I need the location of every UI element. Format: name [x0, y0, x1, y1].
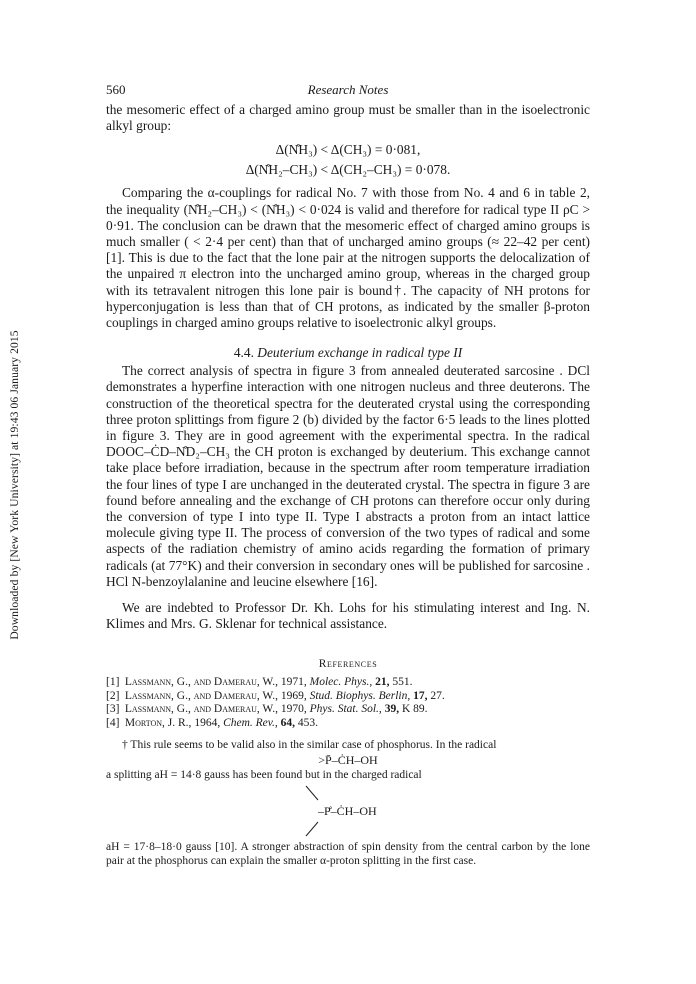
section-number: 4.4. [233, 345, 254, 361]
reference-pages: 27. [430, 689, 445, 702]
paragraph-alpha-couplings: Comparing the α-couplings for radical No. 7 with those from No. 4 and 6 in table 2, the inequality (N̊H₂–CH₃) < (N̊H₃) < 0·024 is valid and therefore for radical type II ρC > 0·91. The conclusion can be drawn that the mesomeric effect of charged amino groups is much smaller ( < 2·4 per cent) than that of uncharged amino groups (≈ 22–42 per cent) [1]. This is due to the fact that the lone pair at the nitrogen supports the delocalization of the unpaired π electron into the uncharged amino group, whereas in the charged group with its tetravalent nitrogen this lone pair is bound†. The capacity of NH protons for hyperconjugation is less than that of CH protons, as indicated by the smaller β-proton couplings in charged amino groups relative to isoelectronic alkyl groups. [106, 185, 590, 331]
footnote-formula-1: >P̄–ĊH–OH [318, 753, 378, 768]
reference-item [106, 676, 590, 690]
intro-text: the mesomeric effect of a charged amino group must be smaller than in the isoelectronic alkyl group: [106, 102, 590, 134]
page-body [106, 82, 590, 868]
reference-label: [1] [106, 676, 120, 689]
equation-2: Δ(N̊H₂–CH₃) < Δ(CH₂–CH₃) = 0·078. [245, 162, 451, 178]
paragraph-acknowledgements: We are indebted to Professor Dr. Kh. Lohs for his stimulating interest and Ing. N. Klimes and Mrs. G. Sklenar for technical assistance. [106, 600, 590, 632]
reference-journal: Stud. Biophys. Berlin, [309, 689, 411, 702]
equation-1: Δ(N̊H₃) < Δ(CH₃) = 0·081, [275, 142, 421, 158]
reference-year: 1970, [280, 703, 307, 716]
reference-item [106, 690, 590, 704]
reference-journal: Chem. Rev., [223, 716, 278, 729]
reference-volume: 39, [384, 703, 400, 716]
reference-pages: 551. [392, 676, 413, 689]
reference-authors: Lassmann, G., and Damerau, W., [124, 703, 278, 716]
section-heading [106, 345, 590, 361]
footnote-line-1: † This rule seems to be valid also in the similar case of phosphorus. In the radical [122, 739, 497, 752]
footnote-line-2: a splitting aH = 14·8 gauss has been found but in the charged radical [106, 769, 422, 782]
page-header [106, 82, 590, 102]
reference-year: 1964, [194, 716, 221, 729]
reference-item [106, 703, 590, 717]
download-note: Downloaded by [New York University] at 19:43 06 January 2015 [8, 330, 21, 640]
reference-authors: Morton, J. R., [124, 716, 192, 729]
reference-volume: 64, [280, 716, 296, 729]
footnote-formula-2: –P̊–ĊH–OH [318, 804, 377, 819]
references-heading: References [318, 658, 378, 671]
footnote-line-3: aH = 17·8–18·0 gauss [10]. A stronger abstraction of spin density from the central carbon by the lone pair at the phosphorus can explain the smaller α-proton splitting in the first case. [106, 841, 590, 868]
reference-year: 1971, [280, 676, 307, 689]
charged-radical-structure [288, 784, 408, 838]
reference-pages: 453. [297, 716, 319, 729]
references-list [106, 676, 590, 730]
reference-label: [3] [106, 703, 120, 716]
reference-pages: K 89. [401, 703, 428, 716]
footnote [106, 738, 590, 868]
running-title: Research Notes [307, 82, 389, 97]
reference-journal: Molec. Phys., [309, 676, 373, 689]
reference-authors: Lassmann, G., and Damerau, W., [124, 676, 278, 689]
reference-journal: Phys. Stat. Sol., [309, 703, 382, 716]
section-title: Deuterium exchange in radical type II [257, 345, 463, 361]
reference-label: [2] [106, 689, 120, 702]
reference-volume: 21, [375, 676, 390, 689]
reference-item [106, 717, 590, 731]
paragraph-deuterium-exchange: The correct analysis of spectra in figure 3 from annealed deuterated sarcosine . DCl demonstrates a hyperfine interaction with one nitrogen nucleus and three deuterons. The construction of the theoretical spectra for the deuterated crystal using the corresponding three proton splittings from figure 2 (b) divided by the factor 6·5 leads to the lines plotted in figure 3. They are in good agreement with the experimental spectra. In the radical DOOC–ĊD–N̊D₂–CH₃ the CH proton is exchanged by deuterium. This exchange cannot take place before irradiation, because in the spectrum after room temperature irradiation the four lines of type I are unchanged in the deuterated crystal. The spectra in figure 3 are found before annealing and the exchange of CH protons can therefore occur only during the conversion of type I into type II. Type I abstracts a proton from an intact lattice molecule giving type II. The process of conversion of the two types of radical and some aspects of the radiation chemistry of amino acids regarding the formation of primary radicals (at 77°K) and their conversion in secondary ones will be published for sarcosine . HCl N-benzoylalanine and leucine elsewhere [16]. [106, 363, 590, 589]
reference-year: 1969, [280, 689, 307, 702]
page-number: 560 [106, 82, 126, 97]
download-watermark [8, 296, 24, 674]
reference-volume: 17, [413, 689, 428, 702]
reference-authors: Lassmann, G., and Damerau, W., [124, 689, 278, 702]
reference-label: [4] [106, 716, 120, 729]
